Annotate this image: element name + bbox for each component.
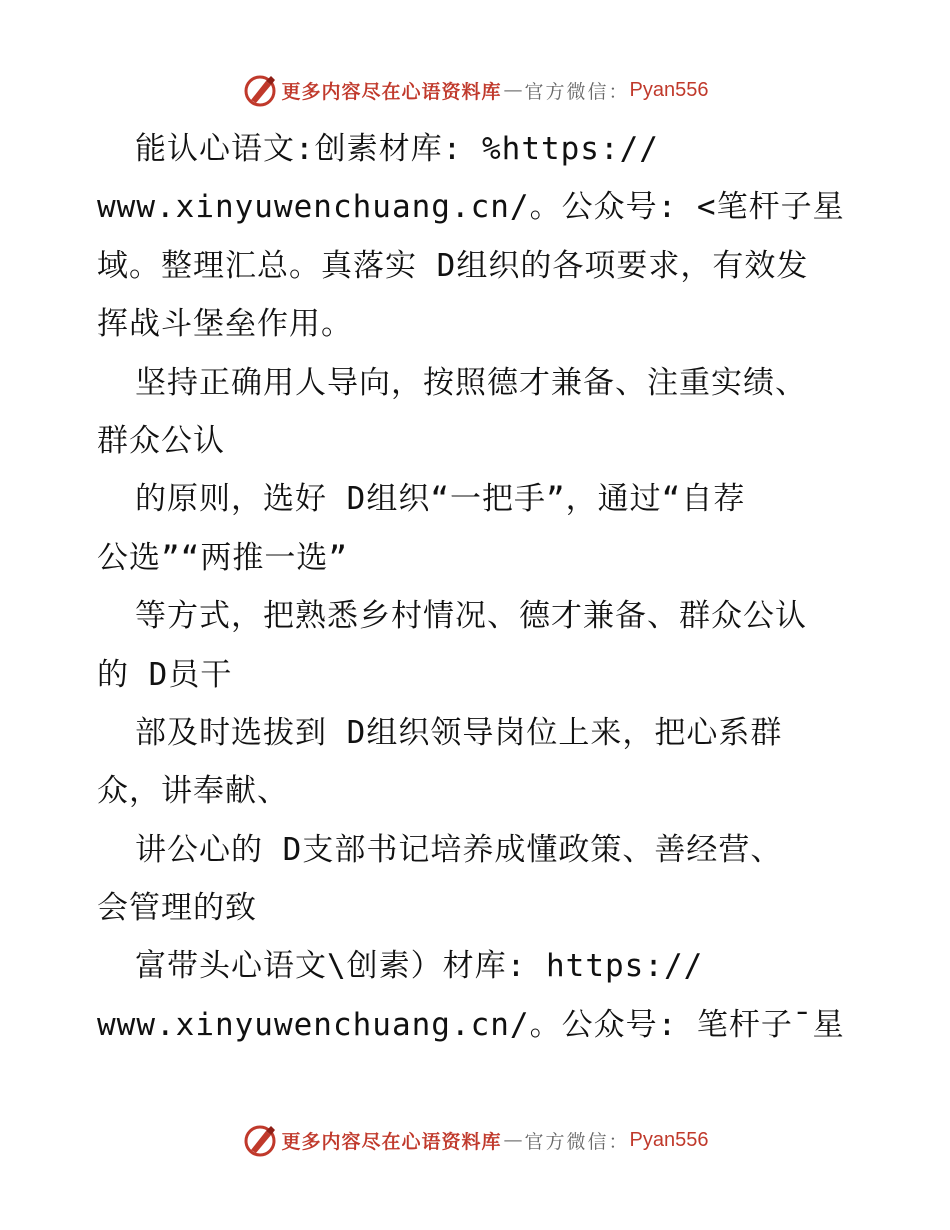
banner-wechat-id: Pyan556 <box>629 78 709 101</box>
pen-logo-icon <box>242 72 278 108</box>
body-line-13: 讲公心的 D支部书记培养成懂政策、善经营、 <box>135 831 783 868</box>
body-line-5: 坚持正确用人导向，按照德才兼备、注重实绩、 <box>135 364 807 401</box>
body-line-11: 部及时选拔到 D组织领导岗位上来，把心系群 <box>135 714 783 751</box>
body-line-8: 公选”“两推一选” <box>97 539 348 576</box>
banner-wechat-label: 官方微信： <box>524 1130 630 1153</box>
body-line-9: 等方式，把熟悉乡村情况、德才兼备、群众公认 <box>135 598 807 635</box>
body-line-15: 富带头心语文\创素）材库: https:// <box>135 948 704 985</box>
body-line-3: 域。整理汇总。真落实 D组织的各项要求，有效发 <box>97 247 809 284</box>
banner-wechat-label: 官方微信： <box>524 80 630 103</box>
document-body <box>97 120 877 1054</box>
banner-wechat-id: Pyan556 <box>629 1128 709 1151</box>
body-line-4: 挥战斗堡垒作用。 <box>97 306 353 343</box>
body-line-12: 众，讲奉献、 <box>97 773 289 810</box>
footer-watermark-banner <box>0 1118 950 1162</box>
body-line-16: www.xinyuwenchuang.cn/。公众号: 笔杆子¯星 <box>97 1006 845 1043</box>
banner-site-text: 更多内容尽在心语资料库 <box>281 80 502 103</box>
body-line-6: 群众公认 <box>97 422 225 459</box>
body-line-2: www.xinyuwenchuang.cn/。公众号: <笔杆子星 <box>97 189 845 226</box>
banner-dash: — <box>503 79 523 101</box>
body-line-7: 的原则，选好 D组织“一把手”，通过“自荐 <box>135 481 746 518</box>
body-line-14: 会管理的致 <box>97 890 257 927</box>
banner-site-text: 更多内容尽在心语资料库 <box>281 1130 502 1153</box>
header-watermark-banner <box>0 68 950 112</box>
body-line-1: 能认心语文:创素材库: %https:// <box>135 131 659 167</box>
body-line-10: 的 D员干 <box>97 656 233 693</box>
pen-logo-icon <box>242 1122 278 1158</box>
banner-dash: — <box>503 1129 523 1151</box>
